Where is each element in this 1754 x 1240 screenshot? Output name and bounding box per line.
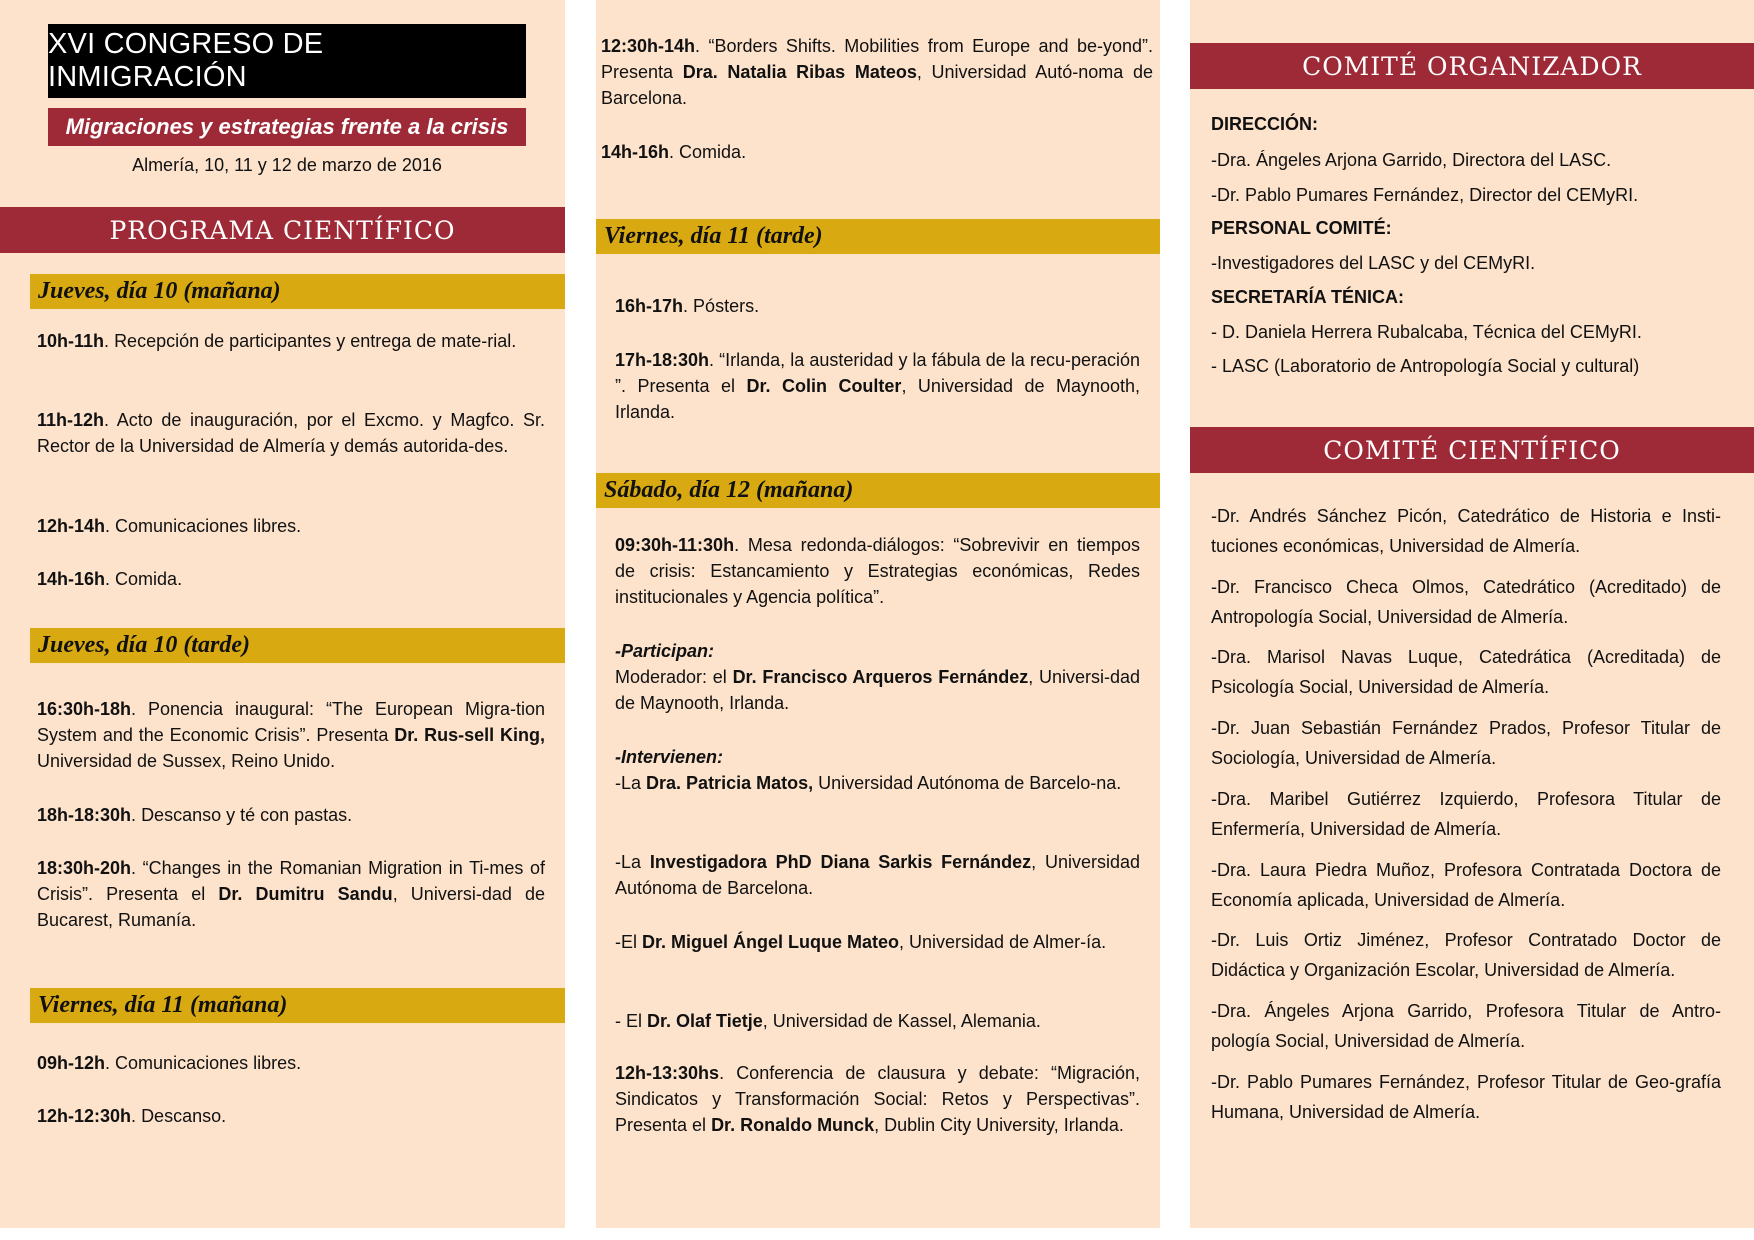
- congress-dates: Almería, 10, 11 y 12 de marzo de 2016: [132, 155, 442, 175]
- entry-time: 14h-16h: [37, 569, 106, 589]
- entry-text: Pósters.: [693, 296, 760, 316]
- interviniente-3: -El Dr. Miguel Ángel Luque Mateo, Universidad de Almer-ía.: [615, 932, 1107, 952]
- entry-10h: 10h-11h. Recepción de participantes y entrega de mate-rial.: [37, 331, 517, 351]
- day-band-viernes-tarde: Viernes, día 11 (tarde): [596, 219, 1160, 254]
- secretaria-label: SECRETARÍA TÉNICA:: [1211, 287, 1404, 307]
- entry-14h-viernes: 14h-16h. Comida.: [601, 142, 747, 162]
- entry-12h-clausura: 12h-13:30hs. Conferencia de clausura y debate: “Migración, Sindicatos y Transformación Social: Retos y Perspectivas”. Presenta el Dr. Ronaldo Munck, Dublin City University, Irlanda.: [615, 1063, 1140, 1135]
- entry-text: Acto de inauguración, por el Excmo. y Magfco. Sr. Rector de la Universidad de Almería y demás autorida-des.: [37, 410, 545, 456]
- entry-time: 09h-12h: [37, 1053, 106, 1073]
- entry-time: 11h-12h: [37, 410, 105, 430]
- interviniente-2: -La Investigadora PhD Diana Sarkis Fernández, Universidad Autónoma de Barcelona.: [615, 852, 1141, 898]
- participan-label: -Participan:: [615, 641, 715, 661]
- congress-title: XVI CONGRESO DE INMIGRACIÓN: [48, 24, 526, 98]
- entry-time: 12h-14h: [37, 516, 106, 536]
- speaker-name: Investigadora PhD Diana Sarkis Fernández: [649, 852, 1032, 872]
- speaker-name: Dr. Francisco Arqueros Fernández: [732, 667, 1029, 687]
- entry-text: Descanso y té con pastas.: [141, 805, 353, 825]
- comite-cientifico-member: -Dr. Francisco Checa Olmos, Catedrático (Acreditado) de Antropología Social, Universidad de Almería.: [1211, 577, 1721, 627]
- day-band-jueves-tarde: Jueves, día 10 (tarde): [30, 628, 565, 663]
- comite-cientifico-member: -Dra. Ángeles Arjona Garrido, Profesora Titular de Antro-pología Social, Universidad de Almería.: [1211, 1001, 1721, 1051]
- entry-12h-descanso: 12h-12:30h. Descanso.: [37, 1106, 227, 1126]
- speaker-name: Dr. Rus-sell King,: [394, 725, 545, 745]
- moderador-line: Moderador: el Dr. Francisco Arqueros Fernández, Universi-dad de Maynooth, Irlanda.: [615, 667, 1141, 713]
- comite-cientifico-member: -Dra. Marisol Navas Luque, Catedrática (Acreditada) de Psicología Social, Universidad de Almería.: [1211, 647, 1721, 697]
- entry-text: Comunicaciones libres.: [115, 516, 302, 536]
- comite-cientifico-heading: COMITÉ CIENTÍFICO: [1190, 427, 1754, 473]
- secretaria-member-2: - LASC (Laboratorio de Antropología Social y cultural): [1211, 356, 1640, 376]
- comite-organizador-heading: COMITÉ ORGANIZADOR: [1190, 43, 1754, 89]
- direccion-label: DIRECCIÓN:: [1211, 114, 1318, 134]
- entry-1830h: 18:30h-20h. “Changes in the Romanian Migration in Ti-mes of Crisis”. Presenta el Dr. Dumitru Sandu, Universi-dad de Bucarest, Rumanía.: [37, 858, 545, 930]
- comite-cientifico-member: -Dr. Pablo Pumares Fernández, Profesor Titular de Geo-grafía Humana, Universidad de Almería.: [1211, 1072, 1721, 1122]
- entry-16h: 16h-17h. Pósters.: [615, 296, 760, 316]
- entry-1230h: 12:30h-14h. “Borders Shifts. Mobilities from Europe and be-yond”. Presenta Dra. Natalia Ribas Mateos, Universidad Autó-noma de Barcelona.: [601, 36, 1153, 108]
- speaker-name: Dr. Colin Coulter: [746, 376, 902, 396]
- entry-text: Comida.: [115, 569, 183, 589]
- day-band-jueves-manana: Jueves, día 10 (mañana): [30, 274, 565, 309]
- entry-time: 12h-12:30h: [37, 1106, 132, 1126]
- speaker-name: Dr. Olaf Tietje: [647, 1011, 763, 1031]
- entry-text: Mesa redonda-diálogos: “Sobrevivir en tiempos de crisis: Estancamiento y Estrategias económicas, Redes institucionales y Agencia política”.: [615, 535, 1140, 607]
- secretaria-member-1: - D. Daniela Herrera Rubalcaba, Técnica del CEMyRI.: [1211, 322, 1642, 342]
- speaker-name: Dr. Ronaldo Munck: [711, 1115, 875, 1135]
- programa-heading: PROGRAMA CIENTÍFICO: [0, 207, 565, 253]
- speaker-name: Dr. Miguel Ángel Luque Mateo: [642, 932, 900, 952]
- entry-time: 16:30h-18h: [37, 699, 132, 719]
- entry-text: Recepción de participantes y entrega de mate-rial.: [114, 331, 517, 351]
- entry-0930h: 09:30h-11:30h. Mesa redonda-diálogos: “Sobrevivir en tiempos de crisis: Estancamiento y Estrategias económicas, Redes institucionales y Agencia política”.: [615, 535, 1140, 607]
- personal-member-1: -Investigadores del LASC y del CEMyRI.: [1211, 253, 1536, 273]
- entry-time: 14h-16h: [601, 142, 670, 162]
- entry-14h: 14h-16h. Comida.: [37, 569, 183, 589]
- entry-text: Comunicaciones libres.: [115, 1053, 302, 1073]
- comite-cientifico-member: -Dr. Juan Sebastián Fernández Prados, Profesor Titular de Sociología, Universidad de Almería.: [1211, 718, 1721, 768]
- entry-text: Descanso.: [141, 1106, 227, 1126]
- entry-time: 18h-18:30h: [37, 805, 132, 825]
- entry-time: 09:30h-11:30h: [615, 535, 735, 555]
- interviniente-4: - El Dr. Olaf Tietje, Universidad de Kassel, Alemania.: [615, 1011, 1041, 1031]
- entry-text: Comida.: [679, 142, 747, 162]
- entry-1630h: 16:30h-18h. Ponencia inaugural: “The European Migra-tion System and the Economic Crisis”. Presenta Dr. Rus-sell King, Universidad de Sussex, Reino Unido.: [37, 699, 545, 771]
- speaker-name: Dr. Dumitru Sandu: [218, 884, 393, 904]
- congress-subtitle: Migraciones y estrategias frente a la crisis: [48, 108, 526, 146]
- entry-18h: 18h-18:30h. Descanso y té con pastas.: [37, 805, 353, 825]
- day-band-sabado-manana: Sábado, día 12 (mañana): [596, 473, 1160, 508]
- entry-time: 12:30h-14h: [601, 36, 696, 56]
- entry-time: 12h-13:30hs: [615, 1063, 720, 1083]
- intervienen-label: -Intervienen:: [615, 747, 724, 767]
- entry-time: 18:30h-20h: [37, 858, 132, 878]
- entry-11h: 11h-12h. Acto de inauguración, por el Excmo. y Magfco. Sr. Rector de la Universidad de Almería y demás autorida-des.: [37, 410, 545, 456]
- interviniente-1: -La Dra. Patricia Matos, Universidad Autónoma de Barcelo-na.: [615, 773, 1122, 793]
- entry-time: 17h-18:30h: [615, 350, 710, 370]
- day-band-viernes-manana: Viernes, día 11 (mañana): [30, 988, 565, 1023]
- entry-09h: 09h-12h. Comunicaciones libres.: [37, 1053, 302, 1073]
- comite-cientifico-member: -Dr. Andrés Sánchez Picón, Catedrático de Historia e Insti-tuciones económicas, Universidad de Almería.: [1211, 506, 1721, 556]
- entry-17h: 17h-18:30h. “Irlanda, la austeridad y la fábula de la recu-peración ”. Presenta el Dr. Colin Coulter, Universidad de Maynooth, Irlanda.: [615, 350, 1141, 422]
- speaker-name: Dra. Patricia Matos,: [646, 773, 814, 793]
- speaker-name: Dra. Natalia Ribas Mateos: [682, 62, 917, 82]
- direccion-member-2: -Dr. Pablo Pumares Fernández, Director del CEMyRI.: [1211, 185, 1639, 205]
- comite-cientifico-member: -Dra. Maribel Gutiérrez Izquierdo, Profesora Titular de Enfermería, Universidad de Almería.: [1211, 789, 1721, 839]
- entry-time: 10h-11h: [37, 331, 105, 351]
- comite-cientifico-member: -Dra. Laura Piedra Muñoz, Profesora Contratada Doctora de Economía aplicada, Universidad de Almería.: [1211, 860, 1721, 910]
- left-panel: [0, 0, 565, 1228]
- middle-panel: [596, 0, 1160, 1228]
- entry-12h: 12h-14h. Comunicaciones libres.: [37, 516, 302, 536]
- entry-time: 16h-17h: [615, 296, 684, 316]
- comite-cientifico-member: -Dr. Luis Ortiz Jiménez, Profesor Contratado Doctor de Didáctica y Organización Escolar, Universidad de Almería.: [1211, 930, 1721, 980]
- personal-label: PERSONAL COMITÉ:: [1211, 218, 1392, 238]
- direccion-member-1: -Dra. Ángeles Arjona Garrido, Directora del LASC.: [1211, 150, 1612, 170]
